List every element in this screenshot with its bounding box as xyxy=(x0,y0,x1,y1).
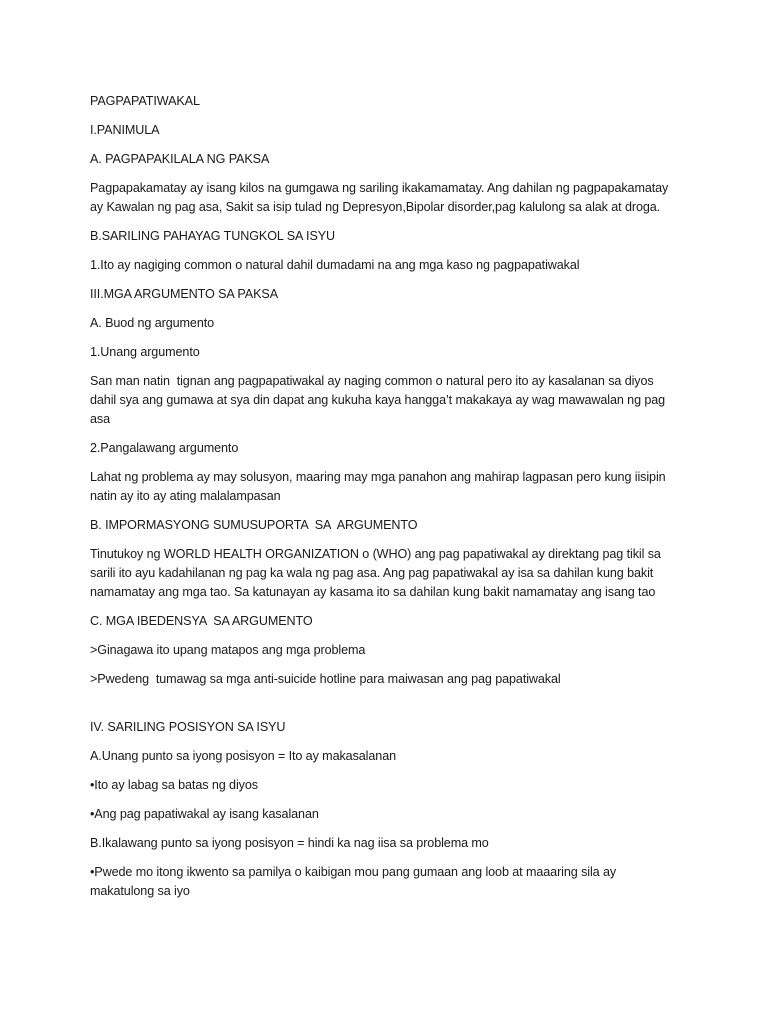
document-title: PAGPAPATIWAKAL xyxy=(90,94,200,108)
blank-line xyxy=(90,699,680,718)
heading-buod: A. Buod ng argumento xyxy=(90,316,215,330)
evidence-item: >Pwedeng tumawag sa mga anti-suicide hotline para maiwasan ang pag papatiwakal xyxy=(90,672,561,686)
paragraph-pangalawang-argumento: Lahat ng problema ay may solusyon, maaring may mga panahon ang mahirap lagpasan pero kung iisipin natin ay ito ay ating malalampasan xyxy=(90,470,669,503)
heading-mga-argumento: III.MGA ARGUMENTO SA PAKSA xyxy=(90,287,278,301)
evidence-item: >Ginagawa ito upang matapos ang mga problema xyxy=(90,643,366,657)
heading-panimula: I.PANIMULA xyxy=(90,123,160,137)
heading-sariling-pahayag: B.SARILING PAHAYAG TUNGKOL SA ISYU xyxy=(90,229,336,243)
paragraph-impormasyon: Tinutukoy ng WORLD HEALTH ORGANIZATION o (WHO) ang pag papatiwakal ay direktang pag tikil sa sarili ito ayu kadahilanan ng pag ka wala ng pag asa. Ang pag papatiwakal ay isa sa dahilan kung bakit namamatay ang mga tao. Sa katunayan ay kasama ito sa dahilan kung bakit namamatay ang isang tao xyxy=(90,547,665,599)
paragraph-pahayag: 1.Ito ay nagiging common o natural dahil dumadami na ang mga kaso ng pagpapatiwakal xyxy=(90,258,580,272)
heading-ebedensya: C. MGA IBEDENSYA SA ARGUMENTO xyxy=(90,614,313,628)
heading-ikalawang-punto: B.Ikalawang punto sa iyong posisyon = hindi ka nag iisa sa problema mo xyxy=(90,836,489,850)
bullet-item: •Ang pag papatiwakal ay isang kasalanan xyxy=(90,807,319,821)
bullet-item: •Ito ay labag sa batas ng diyos xyxy=(90,778,258,792)
heading-pangalawang-argumento: 2.Pangalawang argumento xyxy=(90,441,239,455)
heading-pagpapakilala: A. PAGPAPAKILALA NG PAKSA xyxy=(90,152,270,166)
bullet-item: •Pwede mo itong ikwento sa pamilya o kaibigan mou pang gumaan ang loob at maaaring sila ay makatulong sa iyo xyxy=(90,865,620,898)
heading-sariling-posisyon: IV. SARILING POSISYON SA ISYU xyxy=(90,720,286,734)
heading-unang-punto: A.Unang punto sa iyong posisyon = Ito ay makasalanan xyxy=(90,749,396,763)
paragraph-definition: Pagpapakamatay ay isang kilos na gumgawa ng sariling ikakamamatay. Ang dahilan ng pagpapakamatay ay Kawalan ng pag asa, Sakit sa isip tulad ng Depresyon,Bipolar disorder,pag kalulong sa alak at droga. xyxy=(90,181,672,214)
heading-impormasyon: B. IMPORMASYONG SUMUSUPORTA SA ARGUMENTO xyxy=(90,518,418,532)
document-body xyxy=(90,92,680,911)
paragraph-unang-argumento: San man natin tignan ang pagpapatiwakal ay naging common o natural pero ito ay kasalanan sa diyos dahil sya ang gumawa at sya din dapat ang kukuha kaya hangga’t makakaya ay wag mawawalan ng pag asa xyxy=(90,374,669,426)
heading-unang-argumento: 1.Unang argumento xyxy=(90,345,200,359)
